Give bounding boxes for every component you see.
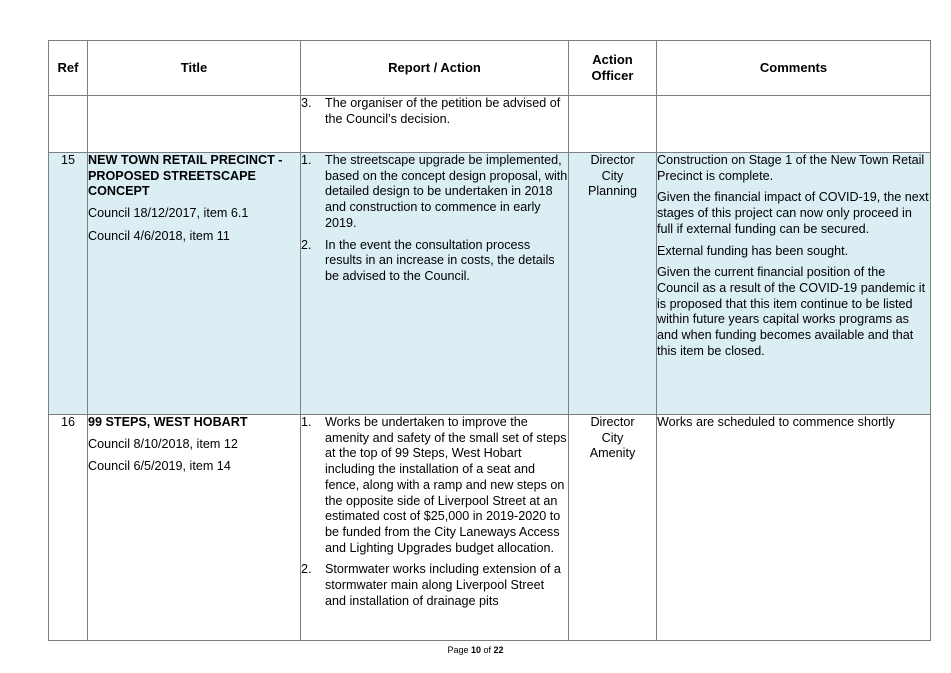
page-label: Page <box>447 645 469 655</box>
item-title: NEW TOWN RETAIL PRECINCT - PROPOSED STREETSCAPE CONCEPT <box>88 153 283 199</box>
council-reference: Council 4/6/2018, item 11 <box>88 228 230 243</box>
cell-title <box>88 415 301 641</box>
action-item-text: Stormwater works including extension of a stormwater main along Liverpool Street and installation of drainage pits <box>325 562 561 608</box>
report-table <box>48 40 931 641</box>
officer-line: Director <box>590 415 635 429</box>
action-item-text: The streetscape upgrade be implemented, based on the concept design proposal, with detailed design to be undertaken in 2018 and construction to commence in early 2019. <box>325 153 568 230</box>
action-item-number: 1. <box>301 415 312 429</box>
officer-line: Director <box>590 153 635 167</box>
action-item-number: 2. <box>301 562 312 577</box>
cell-officer <box>569 96 657 153</box>
cell-title <box>88 96 301 153</box>
cell-report-action <box>301 96 569 153</box>
action-item <box>301 238 568 285</box>
table-header-row <box>49 41 931 96</box>
cell-officer <box>569 415 657 641</box>
header-comments: Comments <box>657 41 931 96</box>
council-reference: Council 18/12/2017, item 6.1 <box>88 206 249 221</box>
header-officer-line2: Officer <box>591 68 634 83</box>
item-title: 99 STEPS, WEST HOBART <box>88 415 248 429</box>
table-row <box>49 415 931 641</box>
header-action-officer <box>569 41 657 96</box>
action-item-text: Works be undertaken to improve the amenity and safety of the small set of steps at the top of 99 Steps, West Hobart including the installation of a seat and fence, along with a ramp and new steps on the opposite side of Liverpool Street at an estimated cost of $25,000 in 2019-2020 to be funded from the City Laneways Access and Lighting Upgrades budget allocation. <box>325 415 567 555</box>
action-item <box>301 415 568 556</box>
action-item-number: 1. <box>301 153 312 167</box>
action-item-text: The organiser of the petition be advised of the Council’s decision. <box>325 96 561 126</box>
table-row-continuation <box>49 96 931 153</box>
header-title: Title <box>88 41 301 96</box>
cell-comments <box>657 96 931 153</box>
header-report-action: Report / Action <box>301 41 569 96</box>
cell-ref: 16 <box>49 415 88 641</box>
council-reference: Council 6/5/2019, item 14 <box>88 459 231 474</box>
cell-report-action <box>301 153 569 415</box>
page-current: 10 <box>470 645 481 655</box>
cell-title <box>88 153 301 415</box>
cell-comments <box>657 415 931 641</box>
page-of: of <box>483 645 492 655</box>
cell-officer <box>569 153 657 415</box>
council-reference: Council 8/10/2018, item 12 <box>88 436 238 451</box>
action-item <box>301 153 568 232</box>
cell-report-action <box>301 415 569 641</box>
action-item-number: 3. <box>301 96 312 110</box>
header-officer-line1: Action <box>592 52 633 67</box>
table-row <box>49 153 931 415</box>
comment-paragraph: External funding has been sought. <box>657 243 849 258</box>
page-footer <box>0 645 951 655</box>
cell-ref <box>49 96 88 153</box>
officer-line: Planning <box>587 184 638 199</box>
page-total: 22 <box>493 645 504 655</box>
cell-comments <box>657 153 931 415</box>
comment-paragraph: Given the financial impact of COVID-19, the next stages of this project can now only proceed in full if external funding can be secured. <box>657 190 929 236</box>
action-item-text: In the event the consultation process results in an increase in costs, the details be advised to the Council. <box>325 237 555 283</box>
header-ref: Ref <box>49 41 88 96</box>
action-item <box>301 562 568 609</box>
officer-line: City <box>601 168 624 183</box>
comment-paragraph: Construction on Stage 1 of the New Town Retail Precinct is complete. <box>657 153 925 183</box>
comment-paragraph: Works are scheduled to commence shortly <box>657 415 895 429</box>
action-item-number: 2. <box>301 237 312 252</box>
officer-line: City <box>601 430 624 445</box>
cell-ref: 15 <box>49 153 88 415</box>
comment-paragraph: Given the current financial position of the Council as a result of the COVID-19 pandemic it is proposed that this item continue to be listed within future years capital works programs as and when funding becomes available and that this item be closed. <box>657 265 926 358</box>
action-item <box>301 96 568 127</box>
officer-line: Amenity <box>589 446 636 461</box>
